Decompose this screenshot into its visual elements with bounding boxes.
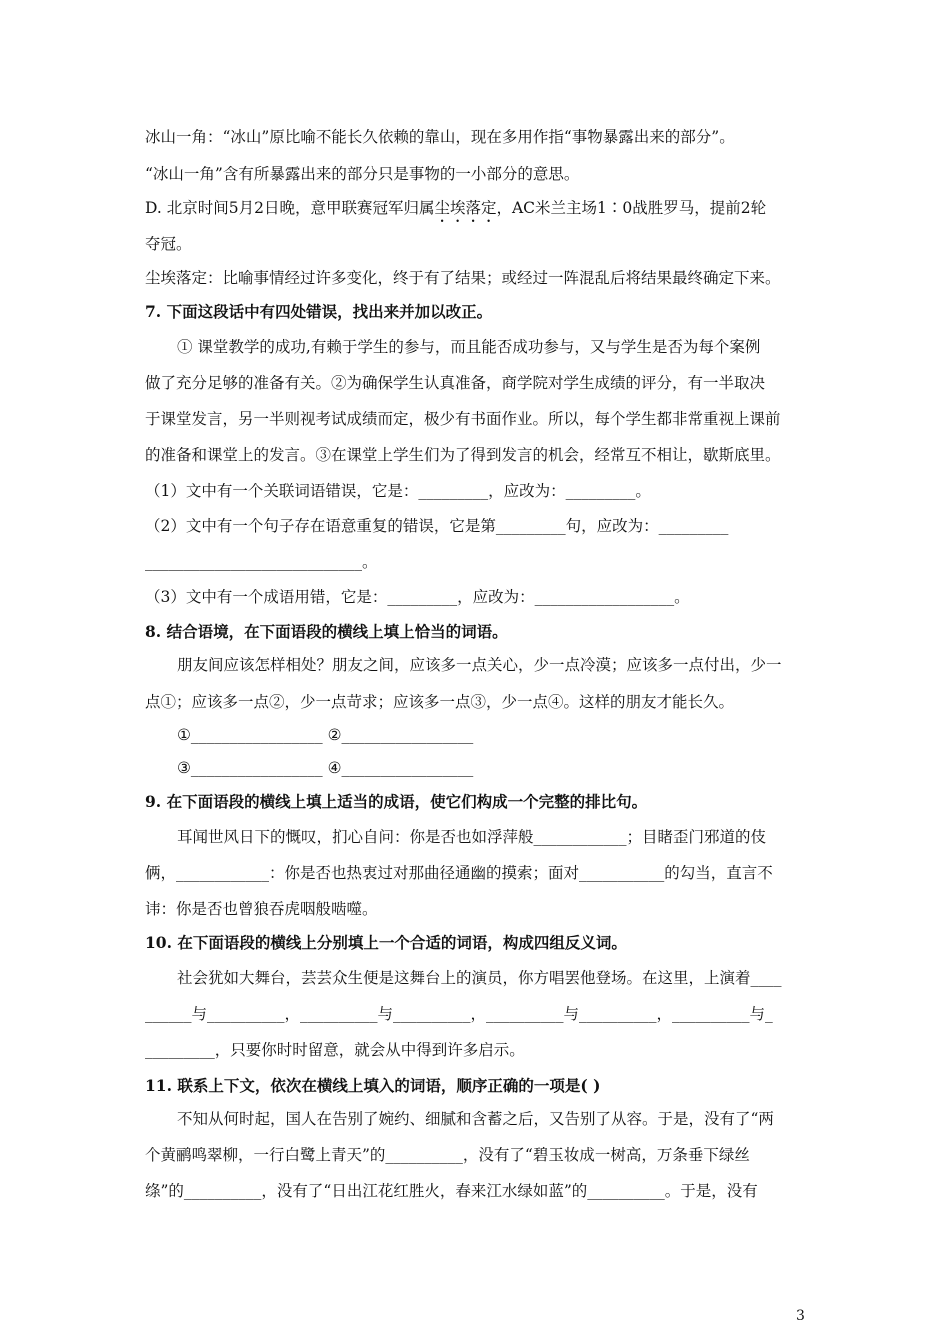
- paragraph-line: 讳：你是否也曾狼吞虎咽般啮噬。: [145, 900, 378, 918]
- paragraph-line: 俩，____________：你是否也热衷过对那曲径通幽的摸索；面对___________的勾当，直言不: [145, 864, 773, 882]
- paragraph-line: 做了充分足够的准备有关。②为确保学生认真准备，商学院对学生成绩的评分，有一半取决: [145, 374, 766, 392]
- text-line: [145, 198, 766, 226]
- paragraph-line: ______与__________，__________与__________，__________与__________，__________与_: [145, 1005, 773, 1023]
- answer-line: （3）文中有一个成语用错，它是：_________，应改为：__________________。: [145, 588, 690, 606]
- question-heading: 8. 结合语境，在下面语段的横线上填上恰当的词语。: [145, 622, 508, 641]
- question-heading: 11. 联系上下文，依次在横线上填入的词语，顺序正确的一项是( ): [145, 1076, 601, 1095]
- answer-line: ①_________________ ②_________________: [177, 726, 474, 744]
- answer-line: ③_________________ ④_________________: [177, 759, 474, 777]
- question-heading: 7. 下面这段话中有四处错误，找出来并加以改正。: [145, 302, 493, 321]
- text-line: 冰山一角：“冰山”原比喻不能长久依赖的靠山，现在多用作指“事物暴露出来的部分”。: [145, 128, 735, 146]
- text-span: D. 北京时间5月2日晚，意甲联赛冠军归属: [145, 199, 435, 217]
- paragraph-line: 朋友间应该怎样相处？朋友之间，应该多一点关心，少一点冷漠；应该多一点付出，少一: [177, 656, 782, 674]
- paragraph-line: 的准备和课堂上的发言。③在课堂上学生们为了得到发言的机会，经常互不相让，歇斯底里。: [145, 446, 781, 464]
- question-heading: 9. 在下面语段的横线上填上适当的成语，使它们构成一个完整的排比句。: [145, 792, 648, 811]
- text-line: 夺冠。: [145, 235, 192, 253]
- answer-line: （1）文中有一个关联词语错误，它是：_________，应改为：_________。: [145, 482, 651, 500]
- answer-line: ____________________________。: [145, 553, 378, 571]
- paragraph-line: 点①；应该多一点②，少一点苛求；应该多一点③，少一点④。这样的朋友才能长久。: [145, 693, 735, 711]
- question-heading: 10. 在下面语段的横线上分别填上一个合适的词语，构成四组反义词。: [145, 933, 627, 952]
- paragraph-line: 社会犹如大舞台，芸芸众生便是这舞台上的演员，你方唱罢他登场。在这里，上演着____: [177, 969, 782, 987]
- text-line: 尘埃落定：比喻事情经过许多变化，终于有了结果；或经过一阵混乱后将结果最终确定下来。: [145, 269, 781, 287]
- paragraph-line: 不知从何时起，国人在告别了婉约、细腻和含蓄之后，又告别了从容。于是，没有了“两: [177, 1110, 774, 1128]
- paragraph-line: ① 课堂教学的成功,有赖于学生的参与，而且能否成功参与，又与学生是否为每个案例: [177, 338, 761, 356]
- text-span: ，AC米兰主场1∶0战胜罗马，提前2轮: [496, 199, 767, 217]
- paragraph-line: 于课堂发言，另一半则视考试成绩而定，极少有书面作业。所以，每个学生都非常重视上课前: [145, 410, 781, 428]
- emphasized-idiom: 尘埃落定: [434, 199, 497, 217]
- paragraph-line: 个黄鹂鸣翠柳，一行白鹭上青天”的__________，没有了“碧玉妆成一树高，万条垂下绿丝: [145, 1146, 750, 1164]
- answer-line: （2）文中有一个句子存在语意重复的错误，它是第_________句，应改为：_________: [145, 517, 729, 535]
- page-number: 3: [796, 1308, 805, 1324]
- text-line: “冰山一角”含有所暴露出来的部分只是事物的一小部分的意思。: [145, 165, 580, 183]
- paragraph-line: 绦”的__________，没有了“日出江花红胜火，春来江水绿如蓝”的__________。于是，没有: [145, 1182, 758, 1200]
- paragraph-line: _________，只要你时时留意，就会从中得到许多启示。: [145, 1041, 525, 1059]
- paragraph-line: 耳闻世风日下的慨叹，扪心自问：你是否也如浮萍般____________；目睹歪门邪道的伎: [177, 828, 767, 846]
